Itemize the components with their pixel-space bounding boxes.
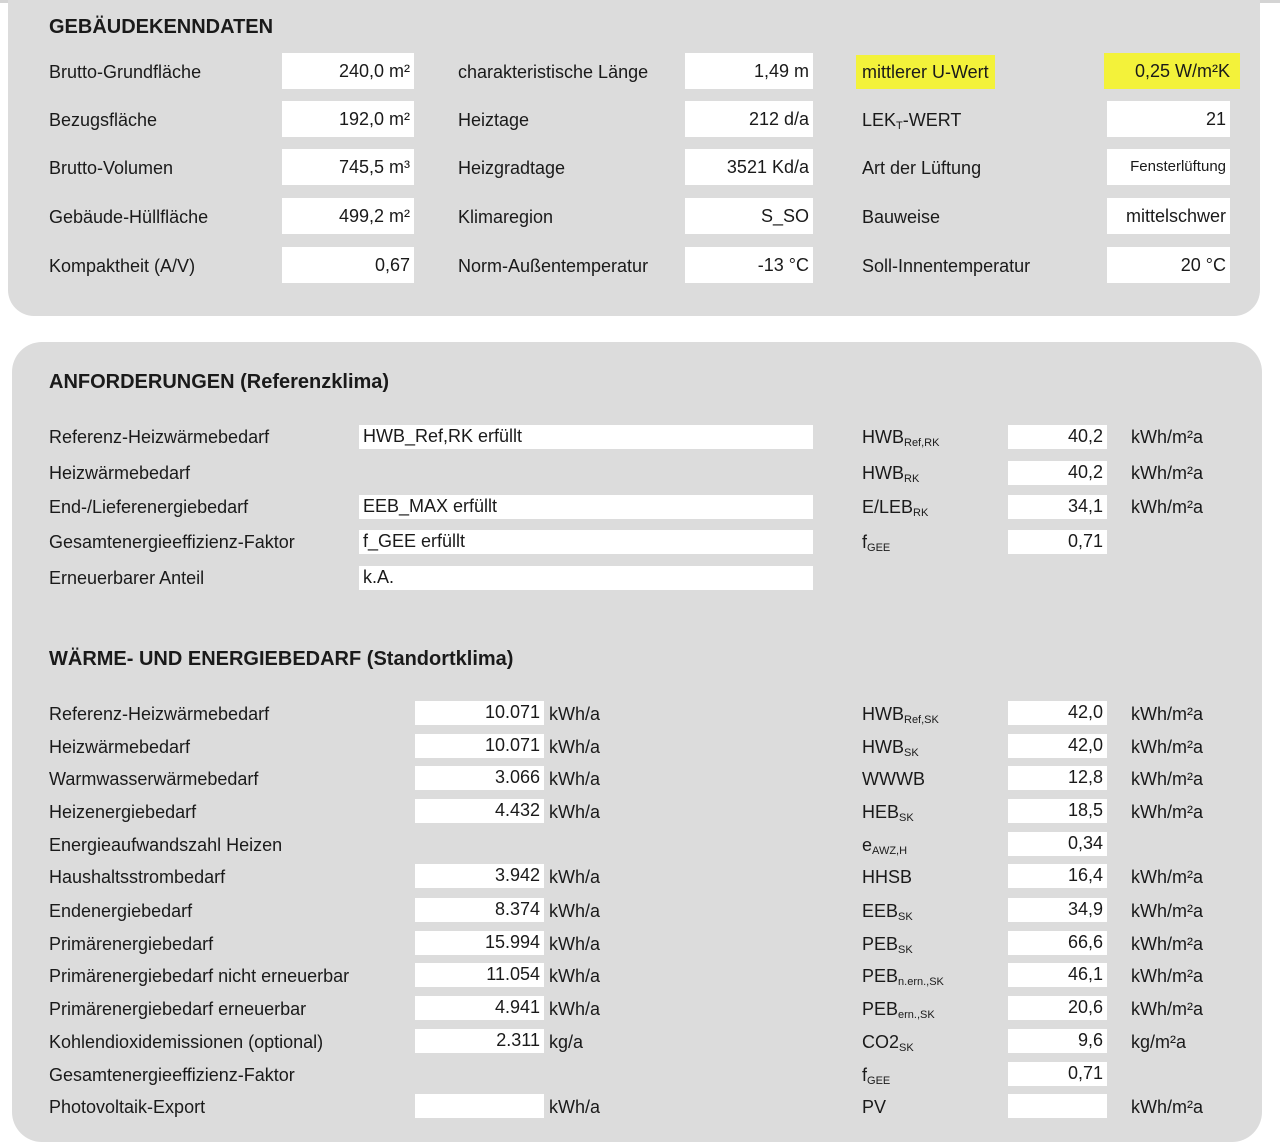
symbol-main: f bbox=[862, 532, 868, 552]
symbol bbox=[862, 900, 913, 922]
label: Heizgradtage bbox=[458, 158, 566, 178]
value-box: 9,6 bbox=[1008, 1029, 1107, 1053]
status-box: k.A. bbox=[359, 566, 813, 590]
symbol-sub: GEE bbox=[867, 1075, 891, 1087]
symbol bbox=[862, 801, 914, 823]
label: Norm-Außentemperatur bbox=[458, 256, 649, 276]
value-box: 745,5 m³ bbox=[282, 149, 414, 185]
value-box: 21 bbox=[1107, 101, 1230, 137]
symbol-sub: ern.,SK bbox=[898, 1009, 935, 1021]
symbol-sub: RK bbox=[904, 473, 920, 485]
symbol bbox=[862, 866, 912, 888]
value-box: 192,0 m² bbox=[282, 101, 414, 137]
status-box: EEB_MAX erfüllt bbox=[359, 495, 813, 519]
value-box: 66,6 bbox=[1008, 931, 1107, 955]
symbol-sub: RK bbox=[913, 507, 929, 519]
amount-unit: kg/a bbox=[549, 1032, 584, 1052]
value-box: 40,2 bbox=[1008, 425, 1107, 449]
amount-unit: kWh/a bbox=[549, 704, 601, 724]
symbol-sub: AWZ,H bbox=[872, 845, 908, 857]
lek-sub: T bbox=[896, 120, 903, 132]
demand-label: Endenergiebedarf bbox=[49, 901, 193, 921]
symbol-main: CO2 bbox=[862, 1032, 900, 1052]
symbol-main: EEB bbox=[862, 901, 899, 921]
symbol bbox=[862, 965, 944, 987]
value-box bbox=[1008, 1094, 1107, 1118]
amount-box: 10.071 bbox=[415, 701, 544, 725]
symbol bbox=[862, 933, 913, 955]
unit: kWh/m²a bbox=[1131, 934, 1203, 954]
section1-title: GEBÄUDEKENNDATEN bbox=[49, 16, 274, 38]
lek-main: LEK bbox=[862, 110, 897, 130]
value-box: Fensterlüftung bbox=[1107, 149, 1230, 185]
amount-box: 4.941 bbox=[415, 996, 544, 1020]
amount-box bbox=[415, 1094, 544, 1118]
symbol bbox=[862, 998, 935, 1020]
value-box: 0,34 bbox=[1008, 832, 1107, 856]
symbol-main: WWWB bbox=[862, 769, 925, 789]
label: Brutto-Grundfläche bbox=[49, 62, 202, 82]
unit: kWh/m²a bbox=[1131, 427, 1203, 447]
demand-label: Energieaufwandszahl Heizen bbox=[49, 835, 283, 855]
symbol bbox=[862, 1031, 914, 1053]
label: Gebäude-Hüllfläche bbox=[49, 207, 209, 227]
demand-label: Primärenergiebedarf nicht erneuerbar bbox=[49, 966, 350, 986]
amount-unit: kWh/a bbox=[549, 999, 601, 1019]
demand-label: Warmwasserwärmebedarf bbox=[49, 769, 259, 789]
demand-label: Photovoltaik-Export bbox=[49, 1097, 206, 1117]
symbol-main: HWB bbox=[862, 427, 904, 447]
demand-label: Referenz-Heizwärmebedarf bbox=[49, 704, 270, 724]
label: Soll-Innentemperatur bbox=[862, 256, 1031, 276]
value-box: 0,71 bbox=[1008, 530, 1107, 554]
symbol bbox=[862, 426, 939, 448]
unit: kWh/m²a bbox=[1131, 999, 1203, 1019]
label: Bezugsfläche bbox=[49, 110, 158, 130]
symbol bbox=[862, 462, 919, 484]
label: charakteristische Länge bbox=[458, 62, 649, 82]
symbol bbox=[862, 768, 925, 790]
amount-unit: kWh/a bbox=[549, 769, 601, 789]
requirement-label: Referenz-Heizwärmebedarf bbox=[49, 427, 270, 447]
symbol-main: e bbox=[862, 835, 873, 855]
symbol-sub: n.ern.,SK bbox=[898, 976, 944, 988]
amount-box: 10.071 bbox=[415, 734, 544, 758]
value-box: 42,0 bbox=[1008, 701, 1107, 725]
symbol-sub: Ref,RK bbox=[904, 437, 940, 449]
symbol-sub: SK bbox=[898, 944, 913, 956]
amount-box: 11.054 bbox=[415, 963, 544, 987]
demand-label: Primärenergiebedarf erneuerbar bbox=[49, 999, 307, 1019]
requirement-label: Heizwärmebedarf bbox=[49, 463, 191, 483]
status-box: HWB_Ref,RK erfüllt bbox=[359, 425, 813, 449]
requirement-label: End-/Lieferenergiebedarf bbox=[49, 497, 249, 517]
unit: kWh/m²a bbox=[1131, 769, 1203, 789]
value-box: 0,67 bbox=[282, 247, 414, 283]
unit: kWh/m²a bbox=[1131, 966, 1203, 986]
symbol-sub: GEE bbox=[867, 542, 891, 554]
symbol-main: PEB bbox=[862, 999, 899, 1019]
value-box: 46,1 bbox=[1008, 963, 1107, 987]
unit: kWh/m²a bbox=[1131, 737, 1203, 757]
amount-unit: kWh/a bbox=[549, 966, 601, 986]
symbol bbox=[862, 736, 919, 758]
amount-unit: kWh/a bbox=[549, 867, 601, 887]
symbol-main: HWB bbox=[862, 704, 904, 724]
value-box: 499,2 m² bbox=[282, 198, 414, 234]
status-box: f_GEE erfüllt bbox=[359, 530, 813, 554]
requirement-label: Erneuerbarer Anteil bbox=[49, 568, 205, 588]
value-box: mittelschwer bbox=[1107, 198, 1230, 234]
amount-box: 3.066 bbox=[415, 766, 544, 790]
section2-title-sub: (Referenzklima) bbox=[240, 371, 390, 393]
amount-unit: kWh/a bbox=[549, 737, 601, 757]
unit: kWh/m²a bbox=[1131, 463, 1203, 483]
label: Brutto-Volumen bbox=[49, 158, 174, 178]
value-box: 1,49 m bbox=[685, 53, 813, 89]
symbol-sub: SK bbox=[899, 1042, 914, 1054]
symbol-main: PEB bbox=[862, 966, 899, 986]
value-box: 34,1 bbox=[1008, 495, 1107, 519]
section2-title-main: ANFORDERUNGEN bbox=[49, 371, 235, 393]
amount-box: 3.942 bbox=[415, 864, 544, 888]
symbol bbox=[862, 703, 939, 725]
symbol-main: E/LEB bbox=[862, 497, 914, 517]
demand-label: Heizwärmebedarf bbox=[49, 737, 191, 757]
value-box: 42,0 bbox=[1008, 734, 1107, 758]
amount-unit: kWh/a bbox=[549, 901, 601, 921]
u-value-highlighted: 0,25 W/m²K bbox=[1104, 53, 1240, 89]
value-box: 212 d/a bbox=[685, 101, 813, 137]
value-box: 0,71 bbox=[1008, 1062, 1107, 1086]
symbol bbox=[862, 1064, 890, 1086]
section3-title-main: WÄRME- UND ENERGIEBEDARF bbox=[49, 648, 362, 670]
unit: kWh/m²a bbox=[1131, 901, 1203, 921]
amount-unit: kWh/a bbox=[549, 934, 601, 954]
unit: kg/m²a bbox=[1131, 1032, 1187, 1052]
symbol bbox=[862, 531, 890, 553]
unit: kWh/m²a bbox=[1131, 497, 1203, 517]
label-lek bbox=[862, 109, 961, 131]
value-box: S_SO bbox=[685, 198, 813, 234]
symbol-main: HEB bbox=[862, 802, 900, 822]
lek-tail: -WERT bbox=[902, 110, 962, 130]
demand-label: Heizenergiebedarf bbox=[49, 802, 197, 822]
label: Klimaregion bbox=[458, 207, 554, 227]
symbol-sub: SK bbox=[904, 747, 919, 759]
value-box: 20,6 bbox=[1008, 996, 1107, 1020]
u-value-label-highlighted: mittlerer U-Wert bbox=[856, 55, 995, 89]
demand-label: Primärenergiebedarf bbox=[49, 934, 214, 954]
section2-title bbox=[49, 371, 389, 394]
symbol-main: HWB bbox=[862, 737, 904, 757]
symbol-sub: Ref,SK bbox=[904, 714, 939, 726]
amount-unit: kWh/a bbox=[549, 1097, 601, 1117]
symbol-sub: SK bbox=[899, 812, 914, 824]
unit: kWh/m²a bbox=[1131, 802, 1203, 822]
label: Art der Lüftung bbox=[862, 158, 982, 178]
demand-label: Gesamtenergieeffizienz-Faktor bbox=[49, 1065, 295, 1085]
amount-box: 8.374 bbox=[415, 898, 544, 922]
amount-unit: kWh/a bbox=[549, 802, 601, 822]
label: Bauweise bbox=[862, 207, 941, 227]
section3-title-sub: (Standortklima) bbox=[366, 648, 514, 670]
value-box: 40,2 bbox=[1008, 461, 1107, 485]
value-box: -13 °C bbox=[685, 247, 813, 283]
value-box: 12,8 bbox=[1008, 766, 1107, 790]
unit: kWh/m²a bbox=[1131, 1097, 1203, 1117]
symbol bbox=[862, 834, 907, 856]
symbol-main: PV bbox=[862, 1097, 887, 1117]
value-box: 34,9 bbox=[1008, 898, 1107, 922]
symbol-main: PEB bbox=[862, 934, 899, 954]
unit: kWh/m²a bbox=[1131, 867, 1203, 887]
requirement-label: Gesamtenergieeffizienz-Faktor bbox=[49, 532, 295, 552]
demand-label: Haushaltsstrombedarf bbox=[49, 867, 226, 887]
value-box: 20 °C bbox=[1107, 247, 1230, 283]
amount-box: 2.311 bbox=[415, 1029, 544, 1053]
symbol bbox=[862, 1096, 886, 1118]
label: Kompaktheit (A/V) bbox=[49, 256, 196, 276]
symbol bbox=[862, 496, 928, 518]
symbol-main: HWB bbox=[862, 463, 904, 483]
symbol-sub: SK bbox=[898, 911, 913, 923]
symbol-main: f bbox=[862, 1065, 868, 1085]
value-box: 16,4 bbox=[1008, 864, 1107, 888]
amount-box: 4.432 bbox=[415, 799, 544, 823]
value-box: 240,0 m² bbox=[282, 53, 414, 89]
value-box: 18,5 bbox=[1008, 799, 1107, 823]
symbol-main: HHSB bbox=[862, 867, 913, 887]
amount-box: 15.994 bbox=[415, 931, 544, 955]
unit: kWh/m²a bbox=[1131, 704, 1203, 724]
demand-label: Kohlendioxidemissionen (optional) bbox=[49, 1032, 324, 1052]
label: Heiztage bbox=[458, 110, 530, 130]
value-box: 3521 Kd/a bbox=[685, 149, 813, 185]
section3-title bbox=[49, 648, 513, 671]
